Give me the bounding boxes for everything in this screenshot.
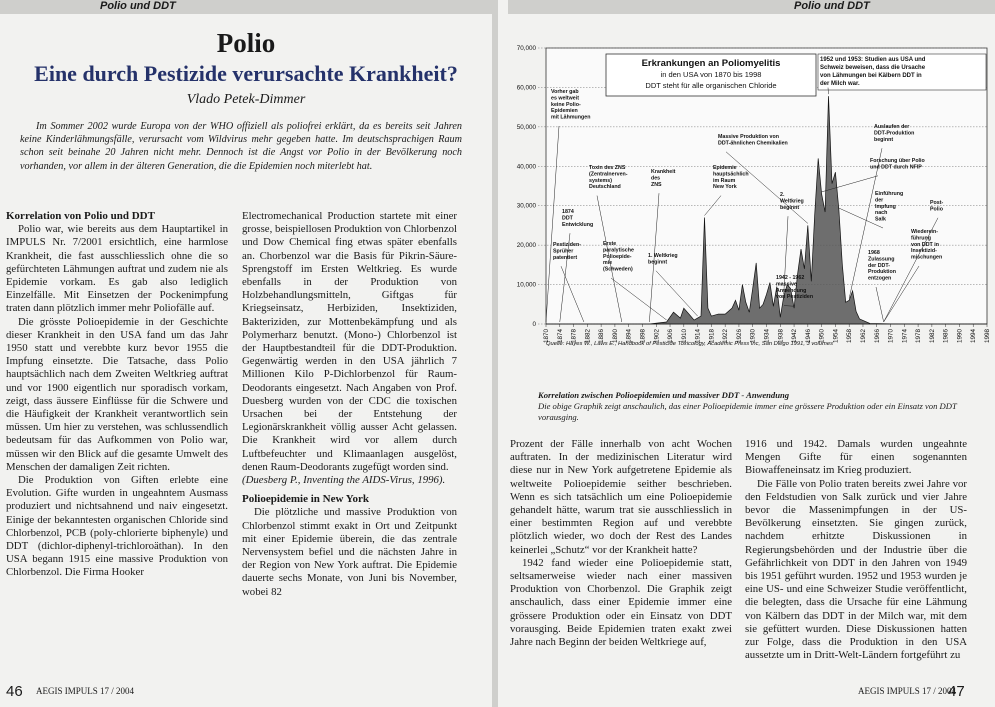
paragraph: Electromechanical Production startete mit einer grosse, beispiellosen Produktion von Chlorbenzol und Dow Chemical fing etwas später ebenfalls an. Chorbenzol war die Basis für Pikrin-Säure-Sprengstoff im Ersten Weltkrieg. Es wurde ebenfalls in der Produktion von Holzbehandlungsmitteln, Giftgas für Kriegseinsatz, Herbiziden, Insektiziden, Bakteriziden, zur Mottenbekämpfung und als Polymerharz benutzt. (Mono-) Chlorbenzol ist der Hauptbestandteil für die DDT-Produktion. Gegenwärtig werden in den USA jährlich 7 Millionen Kilo P-Dichlorbenzol für Raum-Deodorants eingesetzt. Nach Angaben von Prof. Duesberg wurden von der CDC die toxischen Ursachen bei der Entstehung der Legionärskrankheit völlig ausser Acht gelassen. Die Krankheit wird vor allem durch Luftbefeuchter und Klimaanlagen ausgelöst, denen Raum-Deodorants zugefügt worden sind. <box>242 210 458 473</box>
y-tick-label: 0 <box>532 321 536 328</box>
x-tick-label: 1958 <box>846 329 854 344</box>
y-tick-label: 40,000 <box>516 163 536 171</box>
x-tick-label: 1878 <box>570 329 578 344</box>
annotation-einfuehrung: Salk <box>875 216 886 223</box>
paragraph: Polio war, wie bereits aus dem Hauptartikel in IMPULS Nr. 7/2001 ersichtlich, eine harmlose Krankheit, die fast ausschliesslich ohne die so gefürchteten Lähmungen auftrat und zudem nie als Epidemie vorkam. Es gab also lediglich Einzelfälle. Mit Einsetzen der Pockenimpfung traten dann plötzlich immer mehr Poliofälle auf. <box>6 223 228 315</box>
x-tick-label: 1870 <box>543 329 550 344</box>
x-tick-label: 1954 <box>832 329 840 344</box>
x-tick-label: 1990 <box>956 329 964 344</box>
annotation-wiederein: führung <box>911 235 932 242</box>
annotation-erste: Polioepide- <box>603 253 632 260</box>
annotation-zulassung: 1968 <box>868 250 880 256</box>
annotation-vorher: es weltweit <box>551 95 579 102</box>
annotation-postsalk: Polio <box>930 206 943 213</box>
annotation-anwendung: 1942 - 1962 <box>776 275 805 281</box>
x-tick-label: 1898 <box>639 329 647 344</box>
chart-subtitle: DDT steht für alle organischen Chloride <box>645 81 777 90</box>
annotation-wk1: beginnt <box>648 259 668 266</box>
paragraph: Die Produktion von Giften erlebte eine Evolution. Gifte wurden in ungeahntem Ausmass produziert und nichtsahnend und naiv eingesetzt. Einige der bekanntesten organischen Chloride sind Chlorbenzol, PCB (poly-chlorierte biphenyle) und DDT (dichlor-diphenyl-trichloroäthan). In den USA begann 1915 eine massive Produktion von Chlorbenzol. Die Firma Hooker <box>6 474 228 579</box>
y-tick-label: 30,000 <box>516 202 536 210</box>
x-tick-label: 1894 <box>625 329 633 344</box>
y-tick-label: 70,000 <box>516 45 536 52</box>
x-tick-label: 1942 <box>791 329 799 344</box>
x-tick-label: 1922 <box>722 329 730 344</box>
x-tick-label: 1918 <box>708 329 716 344</box>
x-tick-label: 1986 <box>942 329 950 344</box>
right-column-2 <box>745 438 967 662</box>
annotation-zulassung: der DDT- <box>868 262 891 269</box>
annotation-ddt1874: DDT <box>562 215 573 222</box>
annotation-wiederein: von DDT in <box>911 241 939 248</box>
annotation-wk2: 2. <box>780 192 785 198</box>
caption-text: Die obige Graphik zeigt anschaulich, das einer Polioepidemie immer eine grössere Produktion oder ein Einsatz von DDT vorausging. <box>538 401 957 422</box>
running-header: Polio und DDT <box>794 0 870 12</box>
y-tick-label: 10,000 <box>516 281 536 289</box>
header-band <box>0 0 492 14</box>
annotation-studien: Schweiz beweisen, dass die Ursache <box>820 65 926 71</box>
annotation-studien: der Milch war. <box>820 81 860 87</box>
section-heading: Korrelation von Polio und DDT <box>6 210 155 222</box>
caption-title: Korrelation zwischen Polioepidemien und massiver DDT - Anwendung <box>538 390 790 400</box>
x-tick-label: 1934 <box>763 329 771 344</box>
intro-paragraph: Im Sommer 2002 wurde Europa von der WHO offiziell als poliofrei erklärt, da es bereits seit Jahren keine Kinderlähmungsfälle, verursacht vom Wildvirus mehr gegeben hatte. Im deutschsprachigen Raum schon seit beinahe 20 Jahren nicht mehr. Dennoch ist die Angst vor Polio in der Bevölkerung noch vorhanden, vor allem in der älteren Generation, die die Epidemien noch miterlebt hat. <box>20 121 462 172</box>
page-number: 47 <box>948 683 965 700</box>
annotation-forschung: Forschung über Polio <box>870 158 925 164</box>
x-tick-label: 1950 <box>818 329 826 344</box>
polio-ddt-chart <box>498 44 995 389</box>
annotation-auslaufen: Auslaufen der <box>874 124 910 130</box>
annotation-massive: DDT-ähnlichen Chemikalien <box>718 140 788 147</box>
page-number: 46 <box>6 683 23 700</box>
x-tick-label: 1998 <box>984 329 991 344</box>
annotation-anwendung: massive <box>776 281 797 288</box>
x-tick-label: 1914 <box>694 329 702 344</box>
annotation-vorher: mit Lähmungen <box>551 114 591 121</box>
y-tick-label: 20,000 <box>516 242 536 250</box>
author: Vlado Petek-Dimmer <box>186 92 306 107</box>
annotation-wiederein: Wiederein- <box>911 229 939 235</box>
annotation-vorher: Epidemien <box>551 108 578 115</box>
x-tick-label: 1994 <box>970 329 978 344</box>
annotation-wk2: Weltkrieg <box>780 198 804 205</box>
annotation-toxin: Deutschland <box>589 184 621 191</box>
section-heading: Polioepidemie in New York <box>242 493 369 506</box>
article-subtitle: Eine durch Pestizide verursachte Krankheit? <box>34 61 458 86</box>
annotation-zulassung: Zulassung <box>868 256 895 263</box>
annotation-auslaufen: beginnt <box>874 136 894 143</box>
annotation-ddt1874: 1874 <box>562 209 574 215</box>
annotation-zulassung: entzogen <box>868 275 892 282</box>
annotation-epidemie: hauptsächlich <box>713 171 749 178</box>
annotation-forschung: und DDT durch NFIP <box>870 164 922 171</box>
annotation-einfuehrung: der <box>875 197 884 204</box>
x-tick-label: 1926 <box>735 329 743 344</box>
header-band <box>508 0 995 14</box>
x-tick-label: 1962 <box>859 329 867 344</box>
paragraph: Die plötzliche und massive Produktion von Chlorbenzol stimmt exakt in Ort und Zeitpunkt mit einer Epidemie überein, die das zentrale Nervensystem befiel und die nächsten Jahre in der Region von New York auftrat. Die Epidemie dauerte sechs Monate, von Juni bis November, wobei 82 <box>242 506 457 598</box>
annotation-zulassung: Produktion <box>868 269 896 276</box>
chart-subtitle: in den USA von 1870 bis 1998 <box>660 70 762 79</box>
annotation-postsalk: Post- <box>930 200 944 206</box>
x-tick-label: 1966 <box>873 329 881 344</box>
annotation-anwendung: Anwendung <box>776 287 807 294</box>
citation: (Duesberg P., Inventing the AIDS-Virus, 1996). <box>242 474 446 487</box>
chart-caption <box>538 390 988 423</box>
footer: AEGIS IMPULS 17 / 2004 <box>36 686 135 696</box>
annotation-erste: mie <box>603 260 613 267</box>
right-page <box>498 0 995 707</box>
annotation-einfuehrung: Impfung <box>875 203 896 210</box>
annotation-wk1: 1. Weltkrieg <box>648 253 678 259</box>
left-column-1 <box>6 210 228 580</box>
paragraph: 1942 fand wieder eine Polioepidemie statt, seltsamerweise wieder nach einer massiven Produktion von Chorbenzol. Die Graphik zeigt anschaulich, dass einer Epidemie immer eine grössere Produktion oder ein Einsatz von DDT vorausging. Beide Epidemien traten exakt zwei Jahre nach Beginn der beiden Weltkriege auf, <box>510 556 732 649</box>
annotation-erste: (Schweden) <box>603 266 633 273</box>
annotation-epidemie: im Raum <box>713 177 736 184</box>
annotation-krankheit: ZNS <box>651 181 662 188</box>
annotation-einfuehrung: Einführung <box>875 191 904 197</box>
running-header: Polio und DDT <box>100 0 176 12</box>
paragraph: Prozent der Fälle innerhalb von acht Wochen auftraten. In der medizinischen Literatur wird diese nur in New York aufgetretene Epidemie als weltweite Polioepidemie seither beschrieben. Wenn es sich tatsächlich um eine Polioepidemie gehandelt hätte, warum trat sie ausschliesslich in einer bestimmten Region auf und verebbte plötzlich wieder, wo doch der Rest des Landes keinerlei „Schutz“ vor der Krankheit hatte? <box>510 438 732 556</box>
annotation-erste: Erste <box>603 241 617 247</box>
annotation-toxin: Toxin des ZNS <box>589 165 626 171</box>
x-tick-label: 1902 <box>653 329 661 344</box>
annotation-toxin: systems) <box>589 177 612 184</box>
x-tick-label: 1970 <box>887 329 895 344</box>
annotation-toxin: (Zentralnerven- <box>589 171 628 178</box>
annotation-studien: 1952 und 1953: Studien aus USA und <box>820 57 926 63</box>
x-tick-label: 1978 <box>915 329 923 344</box>
annotation-vorher: Vorher gab <box>551 89 579 95</box>
annotation-wk2: beginnt <box>780 204 800 211</box>
annotation-spruehpatent: patentiert <box>553 254 578 261</box>
x-tick-label: 1890 <box>611 329 619 344</box>
right-column-1 <box>510 438 732 649</box>
annotation-studien: von Lähmungen bei Kälbern DDT in <box>820 73 922 79</box>
x-tick-label: 1886 <box>598 329 606 344</box>
footer: AEGIS IMPULS 17 / 2004 <box>858 686 957 696</box>
annotation-krankheit: des <box>651 175 661 182</box>
paragraph: Die grösste Polioepidemie in der Geschichte dieser Krankheit in den USA fand um das Jahr 1950 statt und verebbte kurz bevor 1955 die Impfung einsetzte. Die Tatsache, dass Polio hauptsächlich nach dem Zweiten Weltkrieg auftrat und vor 1900 eigentlich nur sporadisch vorkam, zeigt, dass äussere Einflüsse für die Schwere und die Häufigkeit der Krankheit verantwortlich sein müssen. Um hier zu verstehen, was schlussendlich bedeutsam für das Aufkommen von Polio war, müssen wir den Blick auf die gesamte Umwelt des Menschen der damaligen Zeit richten. <box>6 315 228 473</box>
x-tick-label: 1910 <box>680 329 688 344</box>
article-title: Polio <box>216 28 276 58</box>
left-page <box>0 0 492 707</box>
x-tick-label: 1882 <box>584 329 592 344</box>
x-tick-label: 1874 <box>556 329 564 344</box>
paragraph: 1916 und 1942. Damals wurden ungeahnte Mengen Gifte für einen sogenannten Biowaffeneinsatz im Krieg produziert. <box>745 438 967 477</box>
annotation-anwendung: von Pestiziden <box>776 294 814 301</box>
annotation-epidemie: Epidemie <box>713 165 737 171</box>
x-tick-label: 1906 <box>667 329 675 344</box>
y-tick-label: 60,000 <box>516 84 536 92</box>
x-tick-label: 1946 <box>804 329 812 344</box>
annotation-massive: Massive Produktion von <box>718 134 779 140</box>
y-tick-label: 50,000 <box>516 123 536 131</box>
annotation-auslaufen: DDT-Produktion <box>874 130 915 137</box>
annotation-ddt1874: Entwicklung <box>562 221 594 228</box>
x-tick-label: 1930 <box>749 329 757 344</box>
x-tick-label: 1982 <box>928 329 936 344</box>
annotation-spruehpatent: Pestiziden- <box>553 242 581 248</box>
x-tick-label: 1974 <box>901 329 909 344</box>
annotation-erste: paralytische <box>603 247 634 254</box>
left-column-2 <box>242 210 457 599</box>
paragraph: Die Fälle von Polio traten bereits zwei Jahre vor den Feldstudien von Salk zurück und vier Jahre bevor die Massenimpfungen in der US-Bevölkerung einsetzten. Sie gingen zurück, nachdem erhitzte Diskussionen in Regierungsbehörden und der Industrie über die Gefährlichkeit von DDT in den Jahren von 1949 bis 1951 geführt wurden. 1952 und 1953 wurden je eine US- und eine Schweizer Studie veröffentlicht, die belegten, dass die Ursache für eine Lähmung von Kälbern das DDT in der Milch war, mit dem sie gefüttert wurden. Diese Diskussionen hatten zur Folge, dass die Produktion in den USA aussetzte um in Dritt-Welt-Ländern fortgeführt zu <box>745 477 967 662</box>
annotation-spruehpatent: Sprüher <box>553 248 574 255</box>
chart-title: Erkrankungen an Poliomyelitis <box>641 58 781 69</box>
annotation-vorher: keine Polio- <box>551 101 581 108</box>
annotation-einfuehrung: nach <box>875 210 888 217</box>
annotation-wiederein: mischungen <box>911 254 943 261</box>
x-tick-label: 1938 <box>777 329 785 344</box>
annotation-epidemie: New York <box>713 184 737 191</box>
chart-source: Quelle: Hayes W., Laws E., Handbook of Pesticide Toxicology, Academic Press Inc, San Diego 1991, 3 volumes <box>546 341 833 347</box>
annotation-wiederein: Insektizid- <box>911 248 937 255</box>
annotation-krankheit: Krankheit <box>651 169 676 175</box>
